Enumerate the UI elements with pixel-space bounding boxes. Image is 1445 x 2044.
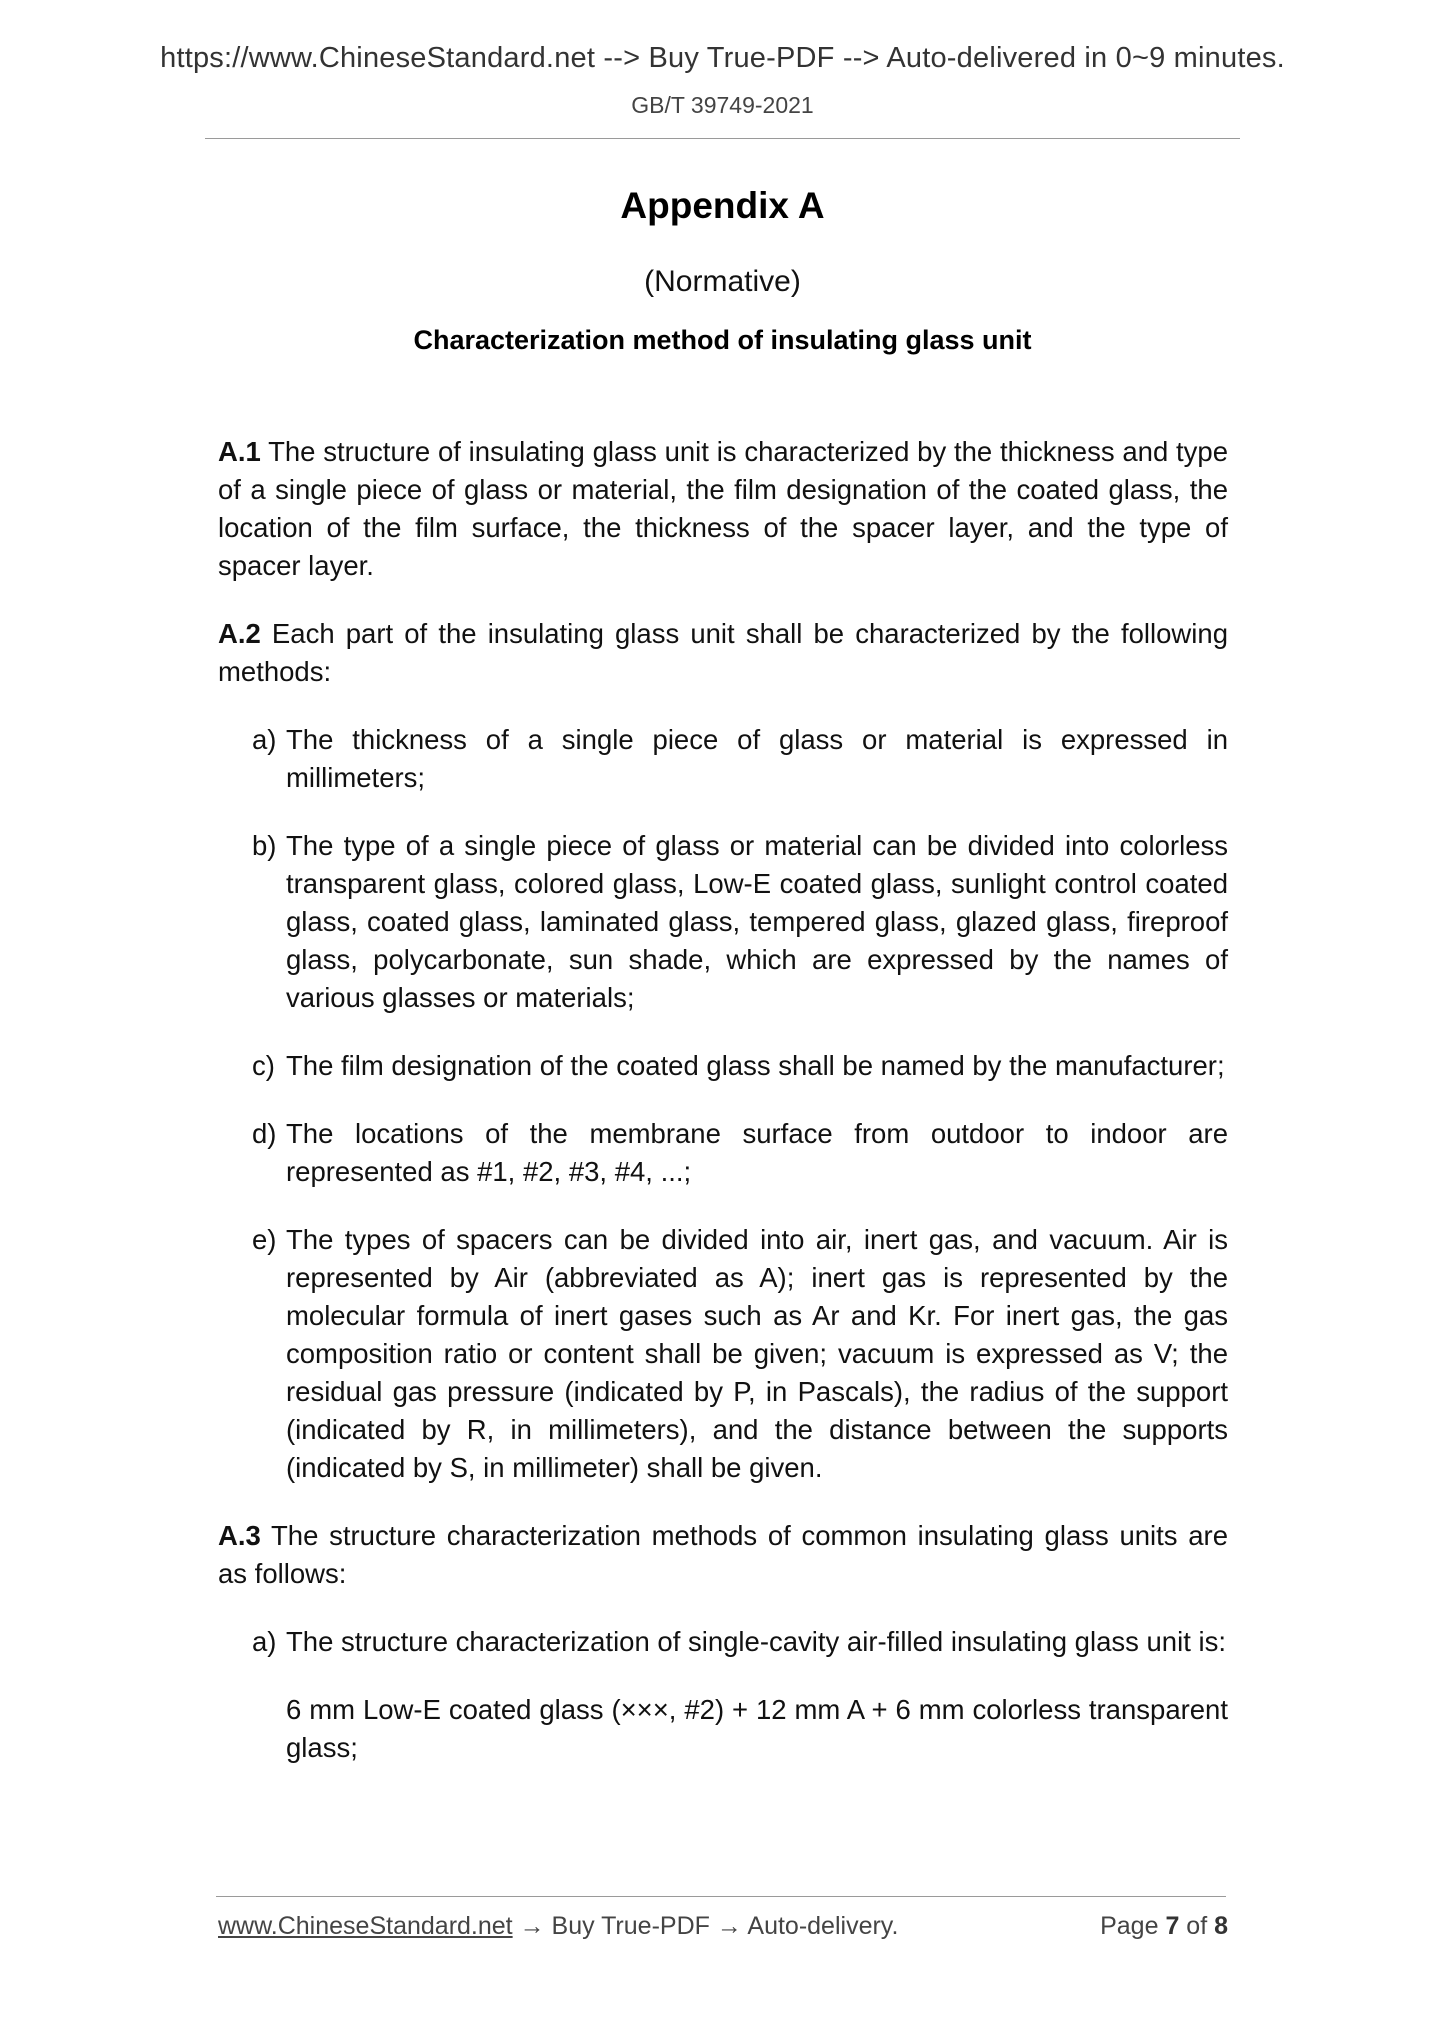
list-item-a2-a <box>252 721 1228 797</box>
page-label: Page <box>1100 1912 1166 1940</box>
clause-number: A.3 <box>218 1520 261 1551</box>
clause-text: Each part of the insulating glass unit shall be characterized by the following methods: <box>218 618 1228 687</box>
list-marker: a) <box>252 1626 277 1657</box>
clause-a1 <box>218 433 1228 585</box>
list-marker: b) <box>252 830 277 861</box>
list-marker: d) <box>252 1118 277 1149</box>
list-item-text: The thickness of a single piece of glass or material is expressed in millimeters; <box>286 724 1228 793</box>
clause-number: A.1 <box>218 436 261 467</box>
list-item-text: The type of a single piece of glass or material can be divided into colorless transparent glass, colored glass, Low-E coated glass, sunlight control coated glass, coated glass, laminated glass, tempered glass, glazed glass, fireproof glass, polycarbonate, sun shade, which are expressed by the names of various glasses or materials; <box>286 830 1228 1013</box>
page-number <box>1100 1912 1228 1941</box>
clause-a3 <box>218 1517 1228 1593</box>
list-item-a2-c <box>252 1047 1228 1085</box>
body-text <box>218 433 1228 1797</box>
page-footer <box>218 1912 1228 1948</box>
footer-website-link[interactable]: www.ChineseStandard.net <box>218 1912 513 1940</box>
page-of: of <box>1179 1912 1215 1940</box>
list-marker: a) <box>252 724 277 755</box>
list-item-a2-d <box>252 1115 1228 1191</box>
document-code: GB/T 39749-2021 <box>631 92 814 118</box>
clause-a2 <box>218 615 1228 691</box>
list-item-text: The types of spacers can be divided into air, inert gas, and vacuum. Air is represented by Air (abbreviated as A); inert gas is represented by the molecular formula of inert gases such as Ar and Kr. For inert gas, the gas composition ratio or content shall be given; vacuum is expressed as V; the residual gas pressure (indicated by P, in Pascals), the radius of the support (indicated by R, in millimeters), and the distance between the supports (indicated by S, in millimeter) shall be given. <box>286 1224 1228 1483</box>
clause-text: The structure of insulating glass unit is characterized by the thickness and type of a single piece of glass or material, the film designation of the coated glass, the location of the film surface, the thickness of the spacer layer, and the type of spacer layer. <box>218 436 1228 581</box>
footer-divider <box>216 1896 1226 1897</box>
list-marker: e) <box>252 1224 277 1255</box>
list-item-a2-e <box>252 1221 1228 1487</box>
footer-promo-text: → Buy True-PDF → Auto-delivery. <box>512 1912 899 1940</box>
list-item-text: The structure characterization of single-cavity air-filled insulating glass unit is: <box>286 1626 1226 1657</box>
appendix-title: Appendix A <box>620 185 825 226</box>
clause-text: The structure characterization methods of common insulating glass units are as follows: <box>218 1520 1228 1589</box>
page-current: 7 <box>1165 1912 1180 1940</box>
normative-label: (Normative) <box>644 265 801 298</box>
structure-formula: 6 mm Low-E coated glass (×××, #2) + 12 mm A + 6 mm colorless transparent glass; <box>286 1694 1228 1763</box>
page-total: 8 <box>1214 1912 1228 1940</box>
list-item-a2-b <box>252 827 1228 1017</box>
list-marker: c) <box>252 1050 275 1081</box>
top-banner: https://www.ChineseStandard.net --> Buy True-PDF --> Auto-delivered in 0~9 minutes. <box>160 42 1285 74</box>
list-item-a3-a <box>252 1623 1228 1661</box>
list-item-text: The locations of the membrane surface from outdoor to indoor are represented as #1, #2, #3, #4, ...; <box>286 1118 1228 1187</box>
list-item-text: The film designation of the coated glass shall be named by the manufacturer; <box>286 1050 1225 1081</box>
clause-number: A.2 <box>218 618 261 649</box>
footer-promo <box>218 1912 898 1941</box>
appendix-subtitle: Characterization method of insulating glass unit <box>413 325 1032 355</box>
header-divider <box>205 138 1240 139</box>
